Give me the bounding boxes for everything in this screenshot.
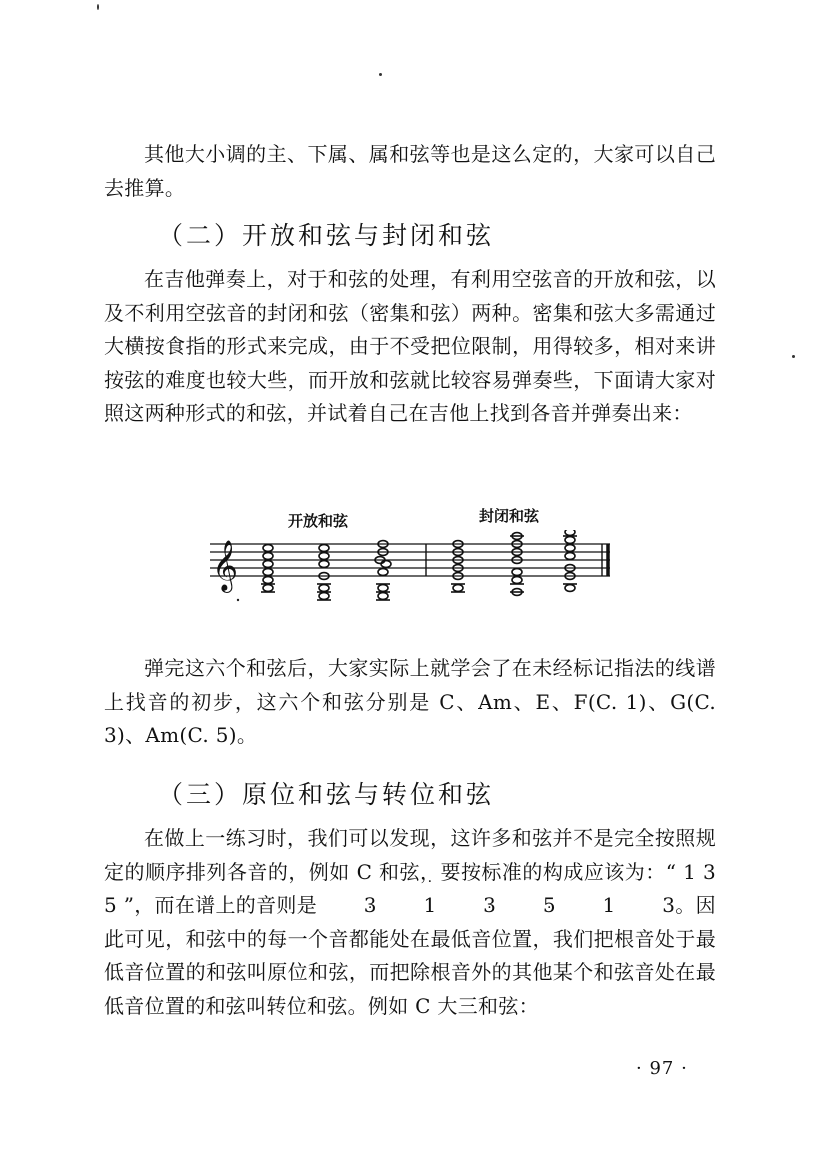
staff-lines bbox=[210, 544, 610, 576]
jianpu-notes bbox=[324, 893, 676, 917]
paragraph-open-closed-explanation: 在吉他弹奏上，对于和弦的处理，有利用空弦音的开放和弦，以及不利用空弦音的封闭和弦（密集和弦）两种。密集和弦大多需通过大横按食指的形式来完成，由于不受把位限制，用得较多，相对来讲按弦的难度也较大些，而开放和弦就比较容易弹奏些，下面请大家对照这两种形式的和弦，并试着自己在吉他上找到各音并弹奏出来： bbox=[104, 267, 716, 425]
paragraph-inversions bbox=[104, 822, 716, 1023]
scan-speck bbox=[379, 73, 382, 76]
jianpu-note: · 1 bbox=[383, 889, 436, 923]
scan-speck bbox=[792, 355, 795, 358]
chord-open-am bbox=[317, 545, 331, 600]
page-number: · 97 · bbox=[636, 1058, 688, 1079]
paragraph-six-chords: 弹完这六个和弦后，大家实际上就学会了在未经标记指法的线谱上找音的初步，这六个和弦分别是 C、Am、E、F(C. 1)、G(C. 3)、Am(C. 5)。 bbox=[104, 656, 716, 747]
chord-staff-figure bbox=[200, 530, 620, 610]
caption-closed-chords: 封闭和弦 bbox=[479, 507, 540, 525]
jianpu-note: 3 · bbox=[324, 889, 377, 923]
chord-closed-am bbox=[563, 530, 577, 591]
chord-closed-g bbox=[510, 533, 524, 596]
scan-speck bbox=[97, 4, 99, 10]
inversion-text-part2: 。因此可见，和弦中的每一个音都能处在最低音位置，我们把根音处于最低音位置的和弦叫原位和弦，而把除根音外的其他某个和弦音处在最低音位置的和弦叫转位和弦。例如 C 大三和弦： bbox=[104, 893, 716, 1018]
jianpu-note: 3 · bbox=[443, 889, 496, 923]
jianpu-note: 5 · bbox=[503, 889, 556, 923]
caption-open-chords: 开放和弦 bbox=[288, 512, 349, 530]
chord-open-e bbox=[375, 541, 391, 600]
jianpu-note: 3 bbox=[662, 893, 676, 917]
scan-speck bbox=[237, 599, 239, 601]
treble-clef-icon: 𝄞 bbox=[212, 540, 239, 591]
section-heading-root-inversion-chords: （三）原位和弦与转位和弦 bbox=[158, 780, 495, 809]
paragraph-intro: 其他大小调的主、下属、属和弦等也是这么定的，大家可以自己去推算。 bbox=[104, 142, 716, 200]
jianpu-note: 1 bbox=[602, 893, 616, 917]
inversion-text-part1: 在做上一练习时，我们可以发现，这许多和弦并不是完全按照规定的顺序排列各音的，例如 C 和弦，要按标准的构成应该为：“ 1 3 5 ”，而在谱上的音则是 bbox=[104, 826, 716, 917]
chord-closed-f bbox=[451, 541, 465, 592]
section-heading-open-closed-chords: （二）开放和弦与封闭和弦 bbox=[158, 221, 495, 250]
